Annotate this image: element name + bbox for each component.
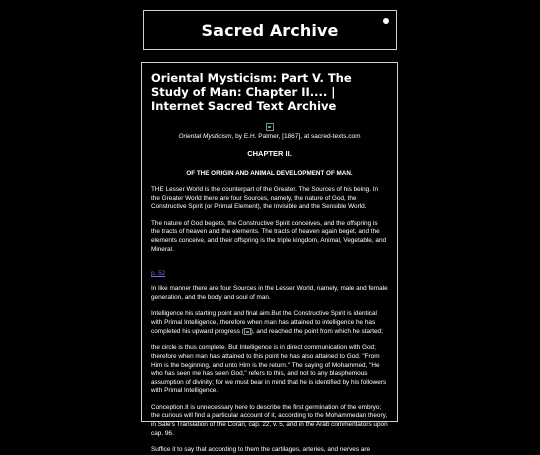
book-title: Oriental Mysticism	[178, 133, 232, 140]
article-container	[141, 62, 398, 454]
paragraph: The nature of God begets, the Constructive Spirit conceives, and the offspring is the tracts of heaven and the elements. The tracts of heaven again beget, and the elements conceive, and their offspring is the triple kingdom, Animal, Vegetable, and Mineral.	[151, 219, 387, 253]
broken-image-icon	[266, 123, 274, 131]
paragraph: Conception.It is unnecessary here to describe the first germination of the embryo; the curious will find a particular account of it, according to the Mohammedan theory, in Sale's Translation of the Corân, cap. 22, v. 5, and in the Arab commentators upon cap. 96.	[151, 403, 388, 437]
attribution-text: , by E.H. Palmer, [1867], at sacred-texts.com	[231, 133, 361, 140]
chapter-subheading: OF THE ORIGIN AND ANIMAL DEVELOPMENT OF MAN.	[186, 170, 353, 177]
paragraph	[151, 310, 388, 336]
paragraph: Suffice it to say that according to them the cartilages, arteries, and nerves are	[151, 446, 371, 454]
article-title: Oriental Mysticism: Part V. The Study of Man: Chapter II.... | Internet Sacred Text Archive	[151, 71, 352, 113]
site-header	[143, 10, 397, 50]
paragraph: In like manner there are four Sources in the Lesser World, namely, male and female generation, and the body and soul of man.	[151, 285, 388, 301]
chapter-heading: CHAPTER II.	[247, 149, 292, 158]
inline-image-icon	[244, 328, 251, 335]
paragraph-text: ), and reached the point from which he started;	[250, 327, 383, 335]
paragraph-text: Intelligence his starting point and final aim.But the Constructive Spirit is identical with Primal Intelligence, therefore when man has attained to intelligence he has completed his upward progress (	[151, 310, 377, 335]
page-number-link[interactable]: p. 52	[151, 270, 166, 278]
attribution	[151, 132, 388, 141]
site-title[interactable]: Sacred Archive	[201, 20, 339, 40]
menu-dot-icon[interactable]	[383, 18, 389, 24]
paragraph: THE Lesser World is the counterpart of the Greater. The Sources of his being. In the Greater World there are four Sources, namely, the nature of God, the Constructive Spirit (or Primal Element), the Invisible and the Sensible World.	[151, 186, 379, 211]
paragraph: the circle is thus complete. But Intelligence is in direct communication with God; therefore when man has attained to this point he has also attained to God. "From Him is the beginning, and unto Him is the return." The saying of Mohammed, "He who has seen me has seen God," refers to this, and not to any blasphemous assumption of divinity; for we must bear in mind that he is identified by his followers with Primal Intelligence.	[151, 344, 387, 395]
